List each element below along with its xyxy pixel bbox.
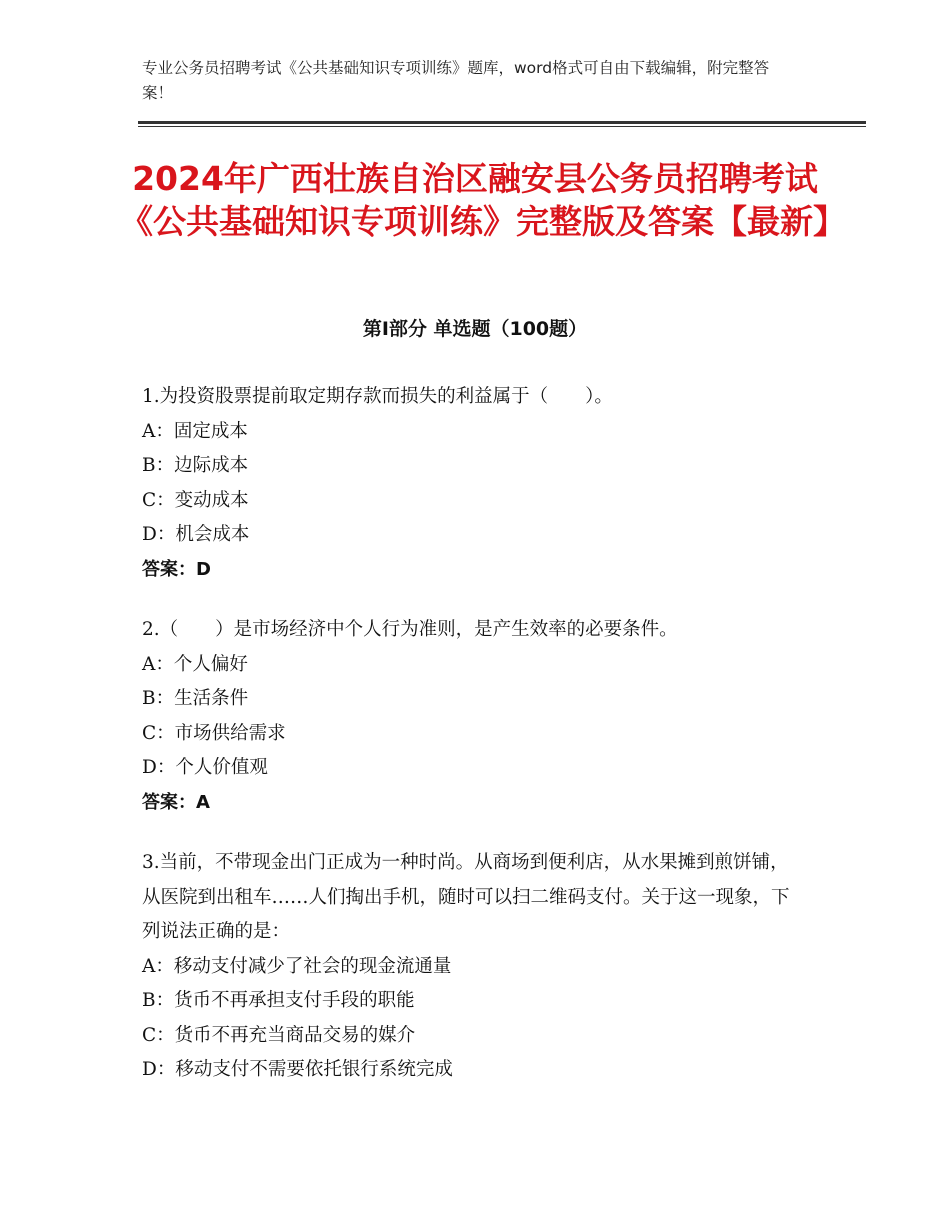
- section-title: 第Ⅰ部分 单选题（100题）: [362, 318, 588, 340]
- answer: 答案：D: [142, 558, 211, 580]
- question-list: [142, 380, 807, 1114]
- question-3: [142, 846, 807, 1088]
- header-note: 专业公务员招聘考试《公共基础知识专项训练》题库，word格式可自由下载编辑，附完整答案！: [142, 59, 770, 102]
- option-d: D：移动支付不需要依托银行系统完成: [142, 1059, 453, 1080]
- option-c: C：货币不再充当商品交易的媒介: [142, 1024, 416, 1046]
- question-2: [142, 613, 807, 820]
- option-b: B：生活条件: [142, 688, 249, 709]
- question-stem: 2.（ ）是市场经济中个人行为准则，是产生效率的必要条件。: [142, 619, 678, 640]
- option-d: D：个人价值观: [142, 757, 268, 778]
- option-c: C：市场供给需求: [142, 722, 286, 744]
- option-a: A：个人偏好: [142, 653, 248, 675]
- option-d: D：机会成本: [142, 524, 250, 545]
- option-a: A：移动支付减少了社会的现金流通量: [142, 955, 452, 977]
- option-b: B：边际成本: [142, 455, 249, 476]
- option-a: A：固定成本: [142, 420, 248, 442]
- question-1: [142, 380, 807, 587]
- question-stem: 1.为投资股票提前取定期存款而损失的利益属于（ ）。: [142, 386, 613, 407]
- header-rule-thick: [138, 121, 866, 124]
- answer: 答案：A: [142, 791, 210, 813]
- header-rule-thin: [138, 126, 866, 127]
- option-c: C：变动成本: [142, 489, 249, 511]
- document-title: 2024年广西壮族自治区融安县公务员招聘考试《公共基础知识专项训练》完整版及答案【最新】: [120, 159, 846, 241]
- question-stem: 3.当前，不带现金出门正成为一种时尚。从商场到便利店，从水果摊到煎饼铺，从医院到出租车……人们掏出手机，随时可以扫二维码支付。关于这一现象，下列说法正确的是：: [142, 852, 790, 942]
- option-b: B：货币不再承担支付手段的职能: [142, 990, 415, 1011]
